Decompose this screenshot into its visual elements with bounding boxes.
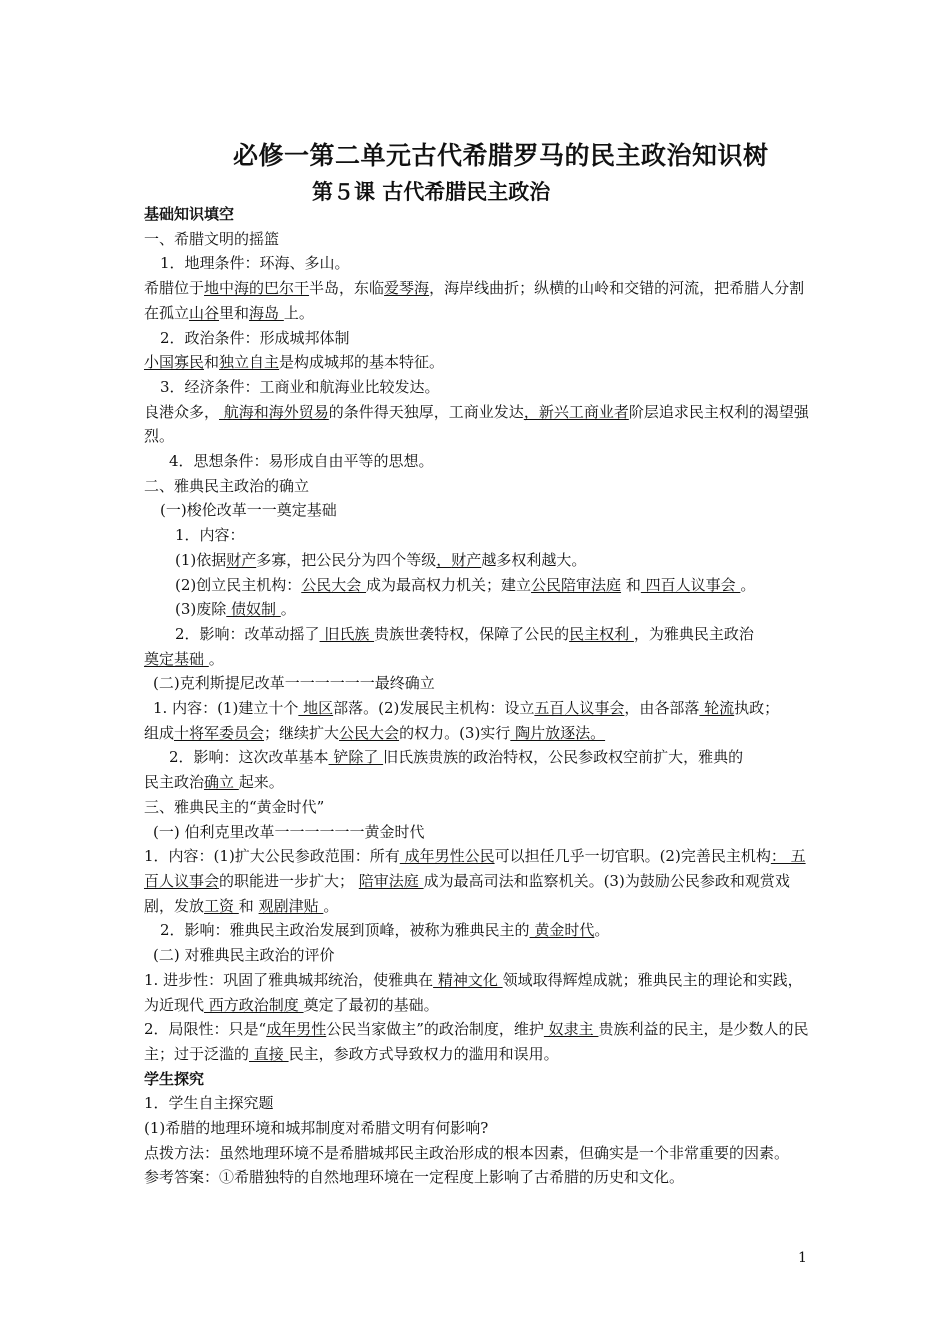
text-segment: 基础知识填空 — [144, 205, 235, 223]
text-segment: 二、雅典民主政治的确立 — [144, 476, 310, 495]
text-line — [144, 1165, 814, 1190]
text-line — [144, 622, 814, 647]
underlined-answer: 财产 — [226, 550, 257, 569]
text-segment: 三、雅典民主的“黄金时代” — [144, 797, 325, 816]
text-segment: 。 — [280, 600, 296, 619]
text-segment: 。 — [208, 649, 224, 668]
text-segment: 2．影响：这次改革基本 — [169, 748, 329, 767]
underlined-answer: 财产 — [451, 550, 482, 569]
underlined-answer: 五百人议事会 — [534, 699, 625, 718]
text-segment: 。 — [740, 575, 756, 594]
text-segment: 组成 — [144, 723, 175, 742]
text-segment: 奠定了最初的基础。 — [303, 995, 439, 1014]
text-segment: 民主政治 — [144, 773, 205, 792]
text-segment: ，海岸线曲折；纵横的山岭和交错的河流，把希腊人分割在孤立 — [144, 279, 805, 322]
underlined-answer: 爱琴海 — [384, 279, 430, 298]
underlined-answer: 成年男性公民 — [399, 847, 495, 866]
text-line — [144, 276, 814, 325]
text-segment: 的职能进一步扩大； — [219, 871, 359, 890]
underlined-answer: ，新兴工商业者 — [523, 402, 629, 421]
underlined-answer: 直接 — [249, 1044, 289, 1063]
document-body — [144, 202, 814, 1190]
lesson-subtitle: 第５课 古代希腊民主政治 — [312, 180, 551, 204]
underlined-answer: 观剧津贴 — [258, 896, 324, 915]
text-segment: 越多权利越大。 — [481, 550, 587, 569]
text-line — [144, 968, 814, 1017]
underlined-answer: 山谷 — [189, 303, 220, 322]
text-segment: 1．内容： — [175, 526, 245, 545]
text-segment: 1．地理条件：环海、多山。 — [160, 254, 350, 273]
text-line — [144, 548, 814, 573]
underlined-answer: 小国寡民 — [144, 353, 205, 372]
text-segment: 和 — [238, 896, 259, 915]
underlined-answer: 公民大会 — [339, 723, 400, 742]
text-segment: 2．局限性：只是“ — [144, 1020, 267, 1039]
text-segment: ；继续扩大 — [264, 723, 340, 742]
text-segment: 2．影响：雅典民主政治发展到顶峰，被称为雅典民主的 — [160, 921, 530, 940]
text-segment: 成为最高司法和监察机关。(3)为鼓励公民参政和观赏戏剧，发放 — [144, 871, 790, 915]
text-line — [144, 795, 814, 820]
text-line — [144, 820, 814, 845]
text-segment: 参考答案：①希腊独特的自然地理环境在一定程度上影响了古希腊的历史和文化。 — [144, 1168, 685, 1187]
text-segment: (一) 伯利克里改革一一一一一一黄金时代 — [153, 822, 425, 841]
text-line — [144, 943, 814, 968]
text-segment: 部落。(2)发展民主机构：设立 — [333, 699, 535, 718]
text-line — [144, 350, 814, 375]
text-segment: 的权力。(3)实行 — [399, 723, 511, 742]
text-segment: 旧氏族贵族的政治特权，公民参政权空前扩大，雅典的 — [383, 748, 744, 767]
text-segment: (1)依据 — [175, 550, 227, 569]
text-segment: 成为最高权力机关；建立 — [366, 575, 532, 594]
text-line — [144, 573, 814, 598]
underlined-answer: 陪审法庭 — [358, 871, 424, 890]
page-number: 1 — [798, 1250, 807, 1266]
text-line — [144, 449, 814, 474]
text-line — [144, 770, 814, 795]
text-line — [144, 671, 814, 696]
text-segment: 是构成城邦的基本特征。 — [279, 353, 445, 372]
underlined-answer: 陶片放逐法。 — [510, 723, 606, 742]
text-line — [144, 844, 814, 918]
text-segment: (3)废除 — [175, 600, 227, 619]
text-segment: 1．学生自主探究题 — [144, 1094, 274, 1113]
text-segment: 贵族利益的民主，是少数人的民主；过于泛滥的 — [144, 1020, 809, 1063]
text-line — [144, 721, 814, 746]
underlined-answer: 铲除了 — [328, 748, 384, 767]
text-segment: 4．思想条件：易形成自由平等的思想。 — [169, 452, 434, 471]
text-segment: 1. 内容：(1)建立十个 — [153, 699, 299, 718]
text-line — [144, 202, 814, 227]
text-segment: 和 — [621, 575, 641, 594]
text-segment: (二)克利斯提尼改革一一一一一一最终确立 — [153, 674, 435, 693]
text-segment: 良港众多， — [144, 402, 220, 421]
underlined-answer: 确立 — [204, 773, 239, 792]
text-segment: 3．经济条件：工商业和航海业比较发达。 — [160, 377, 440, 396]
underlined-answer: ： 五百人议事会 — [144, 847, 806, 890]
underlined-answer: 西方政治制度 — [204, 995, 304, 1014]
text-segment: ，为雅典民主政治 — [633, 624, 754, 643]
text-line — [144, 647, 814, 672]
underlined-answer: 工资 — [204, 896, 239, 915]
text-line — [144, 1067, 814, 1092]
text-line — [144, 523, 814, 548]
text-segment: 一、希腊文明的摇篮 — [144, 229, 280, 248]
underlined-answer: 旧氏族 — [319, 624, 375, 643]
text-line — [144, 474, 814, 499]
text-line — [144, 375, 814, 400]
underlined-answer: 独立自主 — [219, 353, 280, 372]
page-title: 必修一第二单元古代希腊罗马的民主政治知识树 — [233, 141, 769, 170]
text-segment: 2．影响：改革动摇了 — [175, 624, 320, 643]
text-segment: (2)创立民主机构： — [175, 575, 302, 594]
underlined-answer: 民主权利 — [569, 624, 634, 643]
underlined-answer: 地中海的巴尔干 — [204, 279, 310, 298]
text-segment: 学生探究 — [144, 1069, 205, 1088]
text-segment: 可以担任几乎一切官职。(2)完善民主机构 — [494, 847, 771, 866]
text-segment: (二) 对雅典民主政治的评价 — [153, 946, 335, 965]
text-segment: 上。 — [283, 303, 314, 322]
text-line — [144, 696, 814, 721]
underlined-answer: 成年男性 — [266, 1020, 327, 1039]
text-line — [144, 745, 814, 770]
text-segment: 1．内容：(1)扩大公民参政范围：所有 — [144, 847, 400, 866]
text-segment: (1)希腊的地理环境和城邦制度对希腊文明有何影响? — [144, 1119, 489, 1138]
text-line — [144, 1116, 814, 1141]
text-segment: 民主，参政方式导致权力的滥用和误用。 — [288, 1044, 559, 1063]
text-segment: 2．政治条件：形成城邦体制 — [160, 328, 350, 347]
text-segment: 希腊位于 — [144, 279, 205, 298]
underlined-answer: 十将军委员会 — [174, 723, 265, 742]
underlined-answer: 轮流 — [699, 699, 735, 718]
underlined-answer: 黄金时代 — [529, 921, 595, 940]
text-line — [144, 1091, 814, 1116]
text-line — [144, 227, 814, 252]
text-line — [144, 918, 814, 943]
text-segment: ，由各部落 — [624, 699, 700, 718]
text-segment: 起来。 — [238, 773, 284, 792]
underlined-answer: 公民陪审法庭 — [531, 575, 622, 594]
text-line — [144, 400, 814, 449]
text-segment: 里和 — [219, 303, 250, 322]
text-segment: 多寡，把公民分为四个等级 — [256, 550, 437, 569]
text-segment: 半岛，东临 — [309, 279, 385, 298]
underlined-answer: 四百人议事会 — [640, 575, 741, 594]
text-segment: 的条件得天独厚，工商业发达 — [328, 402, 524, 421]
text-segment: 公民当家做主”的政治制度，维护 — [326, 1020, 544, 1039]
underlined-answer: 精神文化 — [433, 970, 503, 989]
underlined-answer: 航海和海外贸易 — [219, 402, 329, 421]
underlined-answer: 债奴制 — [226, 600, 281, 619]
text-segment: 点拨方法：虽然地理环境不是希腊城邦民主政治形成的根本因素，但确实是一个非常重要的因素。 — [144, 1143, 790, 1162]
text-line — [144, 498, 814, 523]
text-segment: 阶层追求民主权利的渴望强烈。 — [144, 402, 809, 446]
text-line — [144, 597, 814, 622]
text-line — [144, 1141, 814, 1166]
text-segment: 。 — [594, 921, 610, 940]
text-segment: 1. 进步性：巩固了雅典城邦统治，使雅典在 — [144, 970, 434, 989]
text-line — [144, 1017, 814, 1066]
underlined-answer: 奴隶主 — [543, 1020, 599, 1039]
underlined-answer: 奠定基础 — [144, 649, 209, 668]
text-segment: 执政； — [734, 699, 780, 718]
underlined-answer: 海岛 — [249, 303, 284, 322]
text-segment: 贵族世袭特权，保障了公民的 — [374, 624, 570, 643]
text-segment: 领域取得辉煌成就；雅典民主的理论和实践，为近现代 — [144, 970, 803, 1014]
text-line — [144, 326, 814, 351]
text-line — [144, 251, 814, 276]
text-segment: 。 — [323, 896, 339, 915]
text-segment: (一)梭伦改革一一奠定基础 — [160, 501, 337, 520]
underlined-answer: ， — [436, 550, 452, 569]
underlined-answer: 地区 — [298, 699, 334, 718]
text-segment: 和 — [204, 353, 220, 372]
underlined-answer: 公民大会 — [301, 575, 367, 594]
